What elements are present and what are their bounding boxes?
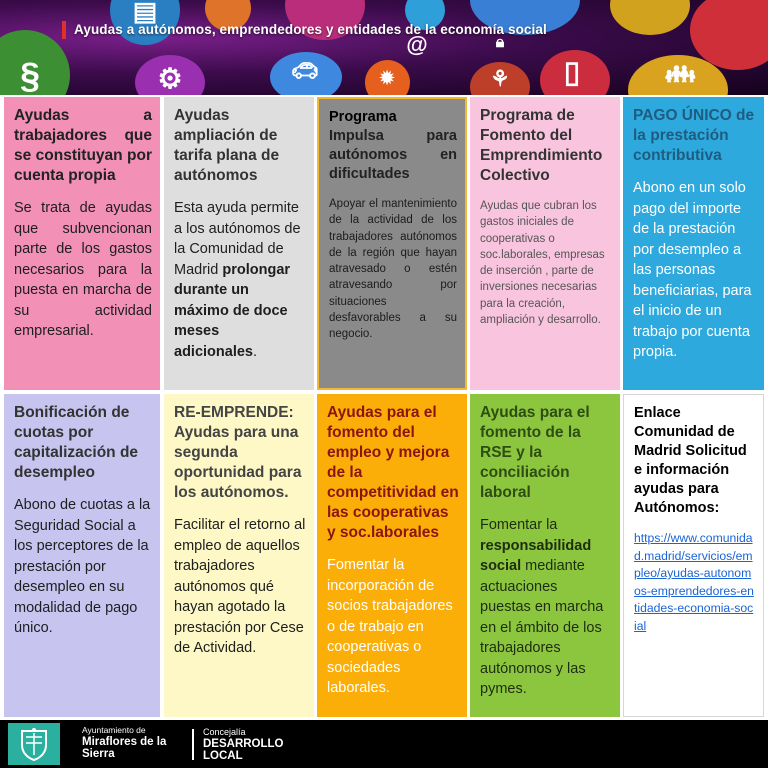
header-banner — [0, 0, 768, 95]
card-body: Abono de cuotas a la Seguridad Social a los perceptores de la prestación por desempleo en su modalidad de pago único. — [14, 497, 151, 636]
card-body: Fomentar la responsabilidad social mediante actuaciones puestas en marcha en el ámbito de los trabajadores autónomos y las pymes. — [480, 517, 604, 697]
card-body: Facilitar el retorno al empleo de aquellos trabajadores autónomos qué hayan agotado la prestación por Cese de Actividad. — [174, 517, 306, 656]
dept-name: DESARROLLO LOCAL — [203, 738, 284, 762]
page-title: Ayudas a autónomos, emprendedores y entidades de la economía social — [74, 22, 547, 37]
card-emprendimiento-colectivo — [470, 97, 620, 390]
card-programa-impulsa — [317, 97, 467, 390]
card-heading: Programa de Fomento del Emprendimiento Colectivo — [480, 107, 603, 184]
card-heading: PAGO ÚNICO de la prestación contributiva — [633, 107, 755, 164]
org-prefix: Ayuntamiento de — [82, 725, 146, 735]
card-heading: Bonificación de cuotas por capitalización de desempleo — [14, 404, 139, 481]
card-heading: Ayudas a trabajadores que se constituyan por cuenta propia — [14, 107, 152, 184]
card-heading: Ayudas para el fomento del empleo y mejora de la competitividad en las cooperativas y soc.laborales — [327, 404, 459, 541]
card-pago-unico — [623, 97, 764, 390]
euro-icon: @ — [406, 32, 428, 57]
card-tarifa-plana — [164, 97, 314, 390]
org-name: Miraflores de la Sierra — [82, 736, 167, 760]
globe-icon: ⚘ — [490, 66, 510, 91]
card-rse-conciliacion — [470, 394, 620, 717]
lock-icon: 🔒︎ — [495, 34, 505, 51]
footer-divider — [192, 729, 194, 760]
card-body: Se trata de ayudas que subvencionan parte de los gastos necesarios para la puesta en marcha de su actividad empresarial. — [14, 200, 152, 339]
document-icon: ▤ — [132, 0, 158, 26]
title-accent — [62, 21, 66, 39]
card-heading: Programa Impulsa para autónomos en dificultades — [329, 109, 457, 182]
dept-prefix: Concejalía — [203, 727, 246, 737]
comunidad-madrid-link[interactable]: https://www.comunidad.madrid/servicios/empleo/ayudas-autonomos-emprendedores-entidades-economia-social — [634, 531, 754, 633]
card-heading: Ayudas para el fomento de la RSE y la conciliación laboral — [480, 404, 590, 501]
car-icon: 🚗︎ — [291, 58, 319, 83]
phone-icon: ▯ — [563, 56, 581, 89]
card-re-emprende — [164, 394, 314, 717]
card-heading: Ayudas ampliación de tarifa plana de autónomos — [174, 107, 280, 184]
crest-icon — [18, 727, 50, 761]
aid-grid — [0, 95, 768, 720]
card-heading: Enlace Comunidad de Madrid Solicitud e información ayudas para Autónomos: — [634, 405, 747, 516]
card-body: Apoyar el mantenimiento de la actividad de los trabajadores autónomos de la región que hayan atravesado o estén atravesando por situaciones desfavorables a su negocio. — [329, 198, 457, 341]
card-fomento-cooperativas — [317, 394, 467, 717]
card-bonificacion-cuotas — [4, 394, 160, 717]
card-body: Abono en un solo pago del importe de la prestación por desempleo a las personas beneficiarias, para el inicio de un trabajo por cuenta propia. — [633, 180, 752, 360]
card-body: Fomentar la incorporación de socios trabajadores o de trabajo en cooperativas o sociedades laborales. — [327, 557, 453, 696]
card-body: Esta ayuda permite a los autónomos de la Comunidad de Madrid prolongar durante un máximo de doce meses adicionales. — [174, 200, 301, 360]
footer — [0, 720, 768, 768]
bulb-icon: ✹ — [379, 68, 395, 88]
family-icon: 👪︎ — [664, 61, 696, 88]
gear-icon: ⚙ — [157, 63, 183, 94]
paragraph-icon: § — [19, 55, 41, 95]
card-ayudas-cuenta-propia — [4, 97, 160, 390]
card-heading: RE-EMPRENDE: Ayudas para una segunda oportunidad para los autónomos. — [174, 404, 302, 501]
card-enlace-comunidad — [623, 394, 764, 717]
card-body: Ayudas que cubran los gastos iniciales de cooperativas o soc.laborales, empresas de inserción , parte de inversiones necesarias para la creación, ampliación y desarrollo. — [480, 200, 605, 327]
